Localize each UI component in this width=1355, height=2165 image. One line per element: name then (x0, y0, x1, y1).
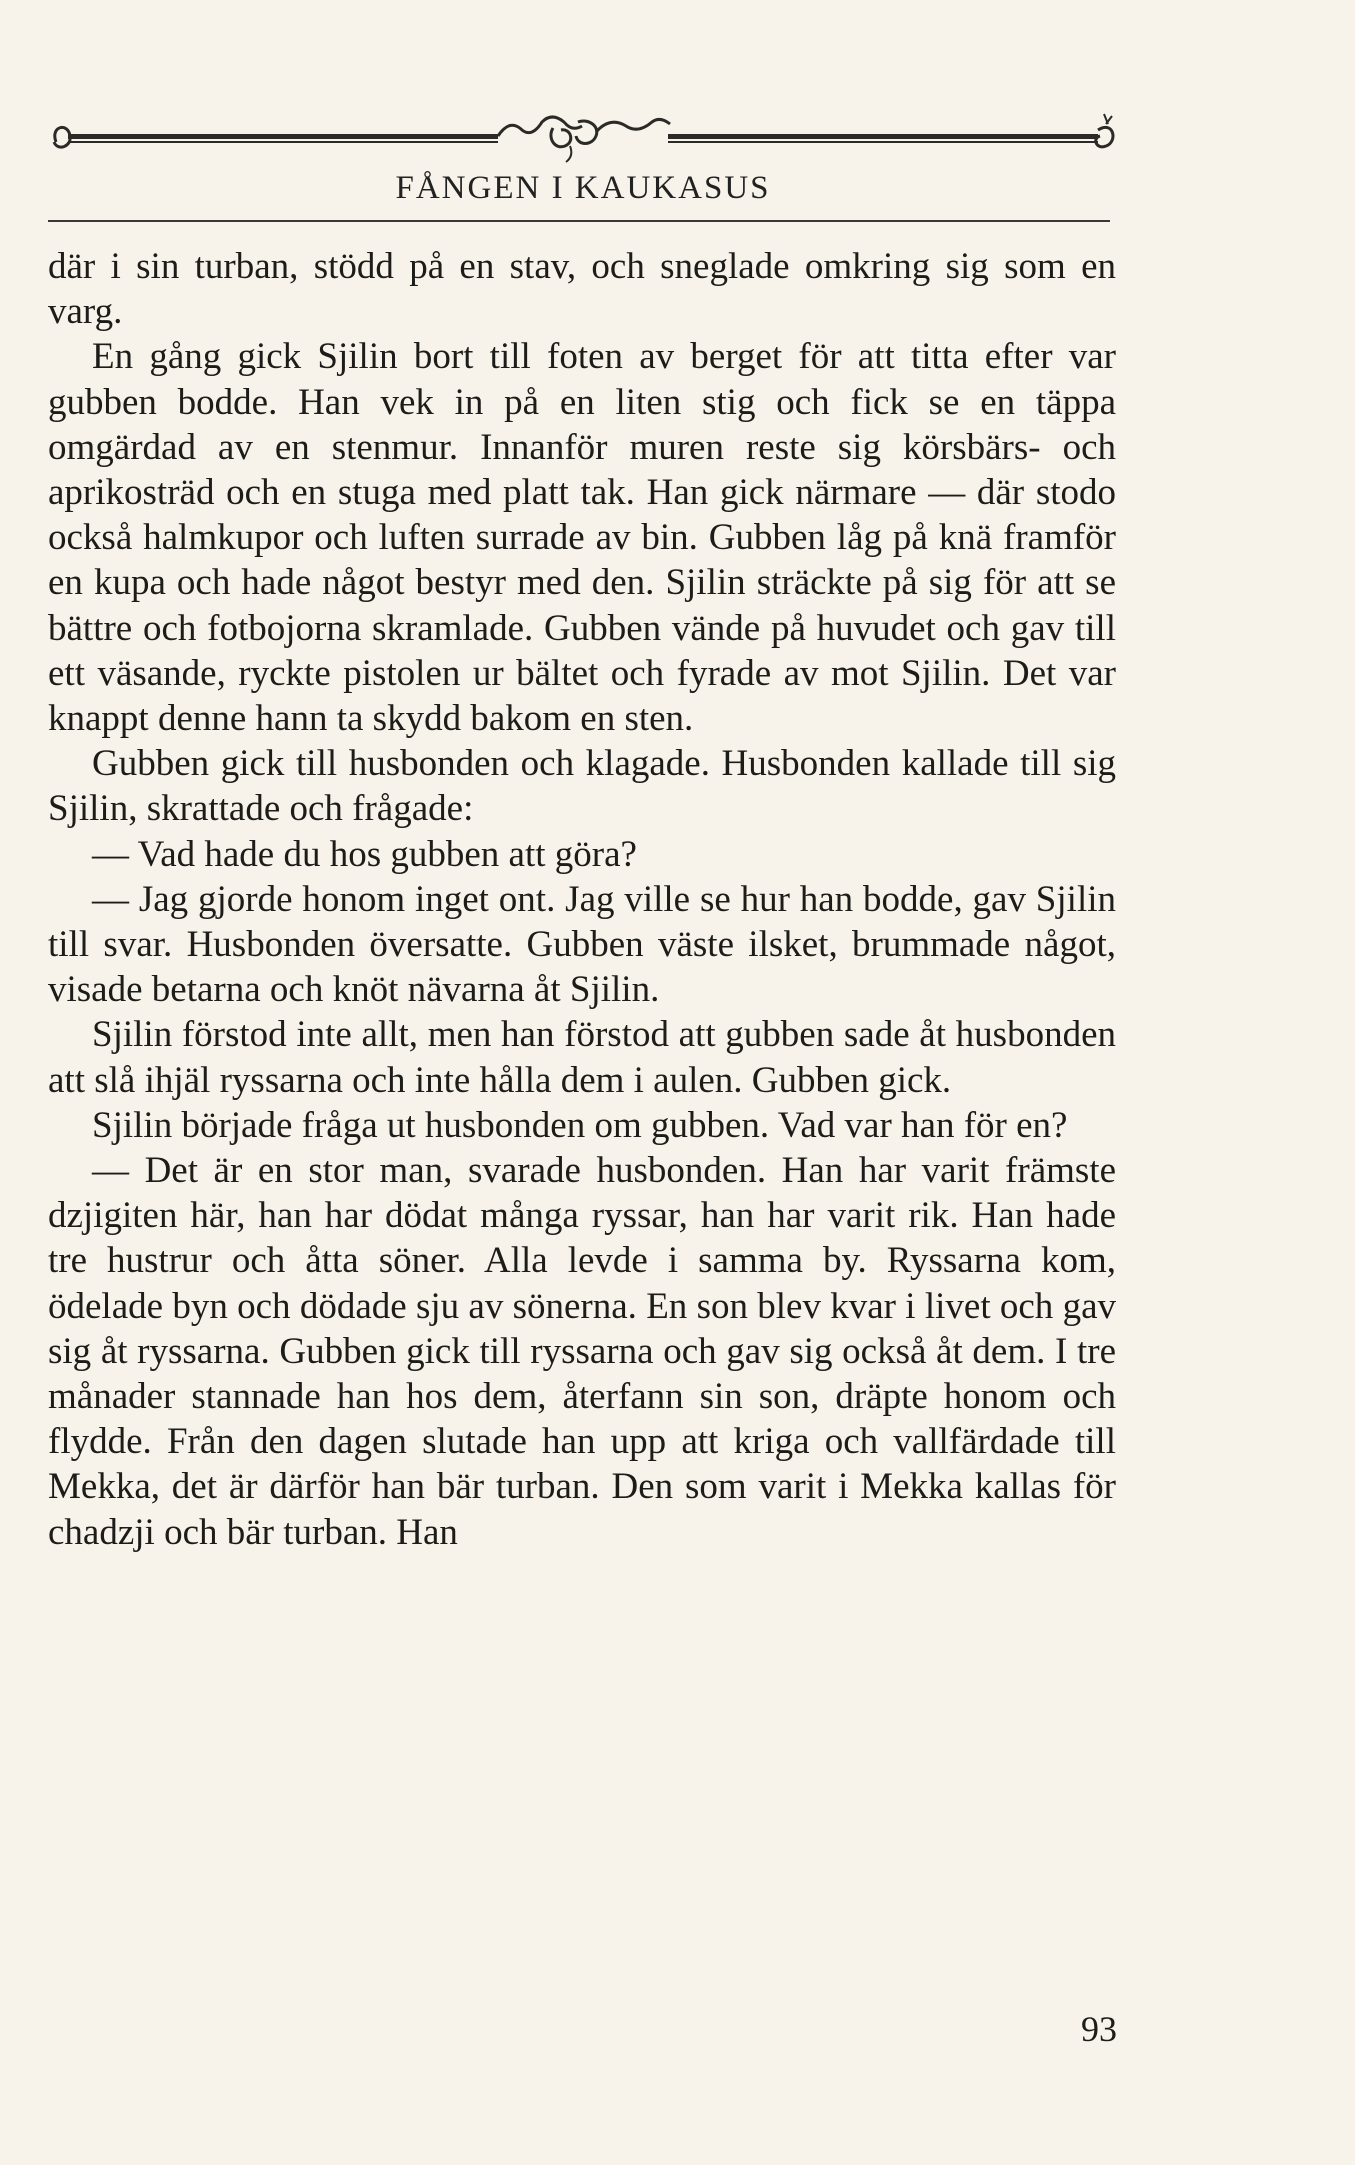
paragraph: där i sin turban, stödd på en stav, och sneglade omkring sig som en varg. (48, 246, 1116, 333)
paragraph: Gubben gick till husbonden och klagade. Husbonden kallade till sig Sjilin, skrattade och frågade: (48, 743, 1116, 830)
paragraph: En gång gick Sjilin bort till foten av berget för att titta efter var gubben bodde. Han vek in på en liten stig och fick se en täppa omgärdad av en stenmur. Innanför muren reste sig körsbärs- och aprikosträd och en stuga med platt tak. Han gick närmare — där stodo också halmkupor och luften surrade av bin. Gubben låg på knä framför en kupa och hade något bestyr med den. Sjilin sträckte på sig för att se bättre och fotbojorna skramlade. Gubben vände på huvudet och gav till ett väsande, ryckte pistolen ur bältet och fyrade av mot Sjilin. Det var knappt denne hann ta skydd bakom en sten. (48, 336, 1116, 740)
paragraph: — Vad hade du hos gubben att göra? (92, 833, 637, 875)
paragraph: — Det är en stor man, svarade husbonden. Han har varit främste dzjigiten här, han har dödat många ryssar, han har varit rik. Han hade tre hustrur och åtta söner. Alla levde i samma by. Ryssarna kom, ödelade byn och dödade sju av sönerna. En son blev kvar i livet och gav sig åt ryssarna. Gubben gick till ryssarna och gav sig också åt dem. I tre månader stannade han hos dem, återfann sin son, dräpte honom och flydde. Från den dagen slutade han upp att kriga och vallfärdade till Mekka, det är därför han bär turban. Den som varit i Mekka kallas för chadzji och bär turban. Han (48, 1150, 1116, 1553)
page-number: 93 (1081, 2009, 1117, 2049)
running-head: FÅNGEN I KAUKASUS (395, 170, 771, 206)
header-ornament-flourish (48, 112, 1118, 168)
header-divider (48, 220, 1110, 222)
paragraph: — Jag gjorde honom inget ont. Jag ville se hur han bodde, gav Sjilin till svar. Husbonden översatte. Gubben väste ilsket, brummade något, visade betarna och knöt nävarna åt Sjilin. (48, 878, 1116, 1011)
paragraph: Sjilin började fråga ut husbonden om gubben. Vad var han för en? (92, 1104, 1068, 1146)
paragraph: Sjilin förstod inte allt, men han förstod att gubben sade åt husbonden att slå ihjäl ryssarna och inte hålla dem i aulen. Gubben gick. (48, 1014, 1116, 1101)
body-text (48, 244, 1116, 1555)
